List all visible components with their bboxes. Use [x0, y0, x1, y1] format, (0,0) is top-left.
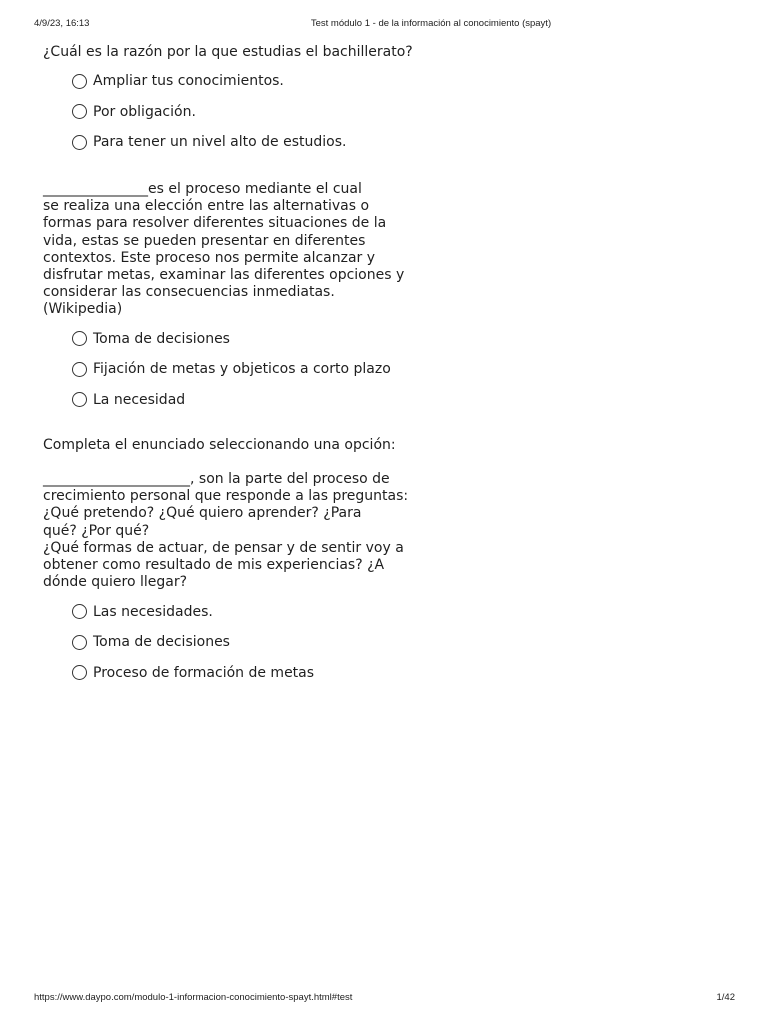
option-label: Para tener un nivel alto de estudios. [93, 134, 347, 151]
options-list [43, 324, 404, 416]
option-label: La necesidad [93, 391, 186, 408]
radio-button[interactable] [72, 362, 87, 377]
option-item[interactable] [72, 127, 413, 158]
page-number: 1/42 [716, 992, 735, 1003]
radio-button[interactable] [72, 104, 87, 119]
option-item[interactable] [72, 596, 408, 627]
radio-button[interactable] [72, 135, 87, 150]
option-item[interactable] [72, 97, 413, 128]
option-item[interactable] [72, 66, 413, 97]
question-3 [43, 437, 408, 688]
option-label: Las necesidades. [93, 603, 213, 620]
question-text: _____________________, son la parte del proceso de crecimiento personal que responde a las preguntas: ¿Qué pretendo? ¿Qué quiero aprender? ¿Para qué? ¿Por qué? ¿Qué formas de actuar, de pensar y de sentir voy a obtener como resultado de mis experiencias? ¿A dónde quiero llegar? [43, 471, 409, 591]
options-list [43, 66, 413, 158]
radio-button[interactable] [72, 74, 87, 89]
option-label: Por obligación. [93, 103, 196, 120]
option-item[interactable] [72, 627, 408, 658]
option-label: Toma de decisiones [93, 634, 230, 651]
option-item[interactable] [72, 324, 404, 355]
options-list [43, 596, 408, 688]
question-1 [43, 44, 413, 158]
print-header [0, 18, 768, 32]
print-url: https://www.daypo.com/modulo-1-informacion-conocimiento-spayt.html#test [34, 992, 353, 1003]
question-2 [43, 181, 404, 415]
option-item[interactable] [72, 385, 404, 416]
option-label: Proceso de formación de metas [93, 664, 315, 681]
question-text: ¿Cuál es la razón por la que estudias el bachillerato? [43, 44, 413, 60]
question-instruction: Completa el enunciado seleccionando una opción: [43, 437, 396, 453]
print-datetime: 4/9/23, 16:13 [34, 18, 90, 29]
option-label: Toma de decisiones [93, 330, 230, 347]
print-title: Test módulo 1 - de la información al conocimiento (spayt) [310, 18, 552, 29]
radio-button[interactable] [72, 331, 87, 346]
option-item[interactable] [72, 657, 408, 688]
radio-button[interactable] [72, 604, 87, 619]
print-footer [0, 992, 768, 1006]
option-label: Ampliar tus conocimientos. [93, 73, 284, 90]
option-label: Fijación de metas y objeticos a corto plazo [93, 361, 391, 378]
option-item[interactable] [72, 354, 404, 385]
radio-button[interactable] [72, 635, 87, 650]
radio-button[interactable] [72, 665, 87, 680]
question-text: _______________es el proceso mediante el cual se realiza una elección entre las alternativas o formas para resolver diferentes situaciones de la vida, estas se pueden presentar en diferentes contextos. Este proceso nos permite alcanzar y disfrutar metas, examinar las diferentes opciones y considerar las consecuencias inmediatas. (Wikipedia) [43, 181, 405, 318]
radio-button[interactable] [72, 392, 87, 407]
